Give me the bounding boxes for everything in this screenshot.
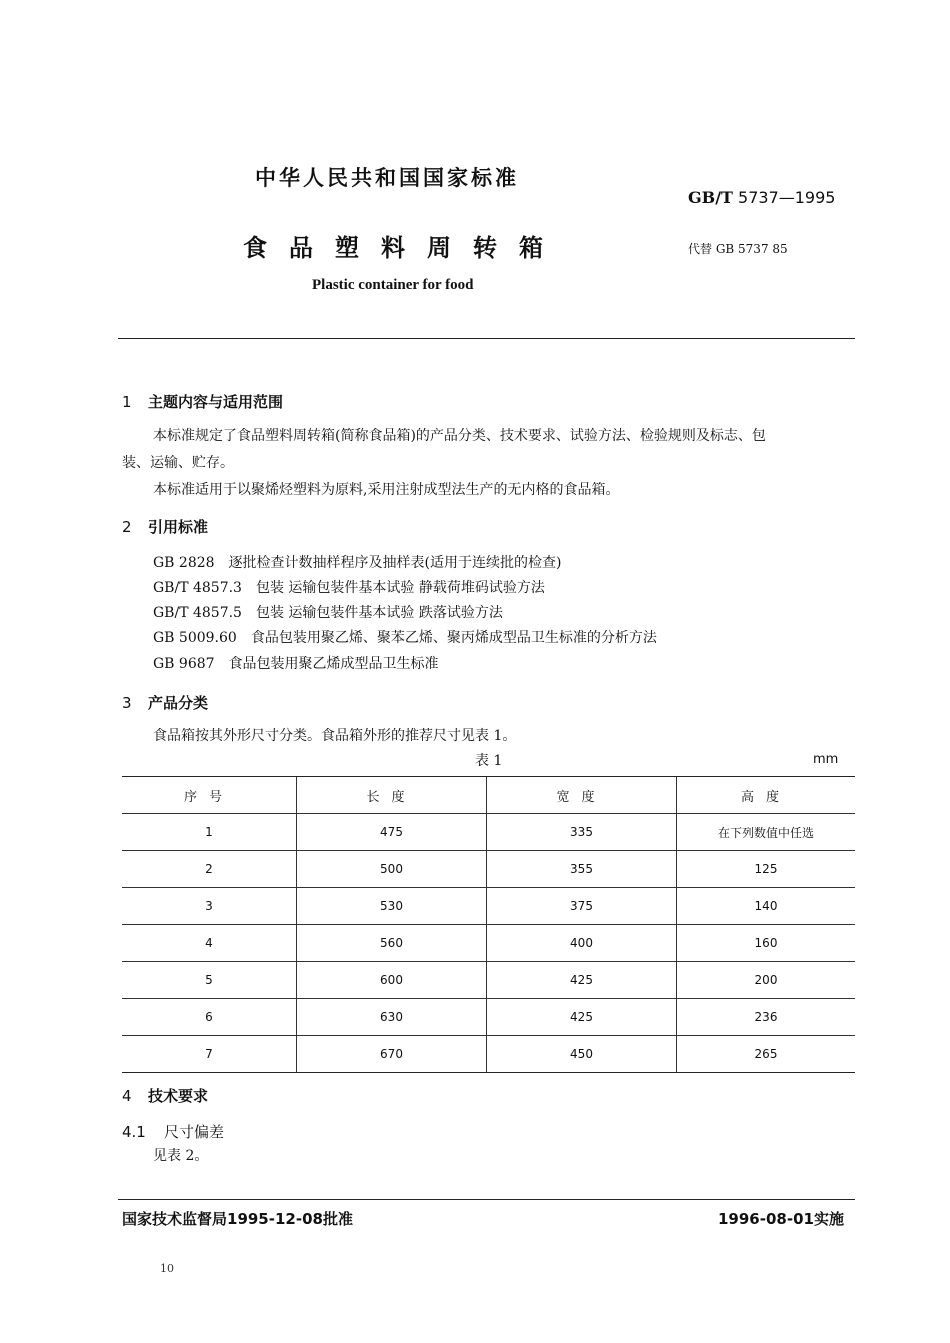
effective-date: 1996-08-01实施: [718, 1210, 844, 1228]
table-caption: 表 1: [475, 753, 503, 769]
table-cell: 400: [487, 925, 677, 962]
table-cell: 425: [487, 999, 677, 1036]
table-cell: 在下列数值中任选: [677, 814, 856, 851]
table-cell: 335: [487, 814, 677, 851]
subsection-4-1-para: 见表 2。: [153, 1148, 209, 1164]
section-title: 产品分类: [148, 694, 209, 712]
dimensions-table: [122, 776, 855, 1073]
reference-code: GB 5009.60: [153, 630, 237, 646]
reference-code: GB/T 4857.3: [153, 580, 242, 596]
section-number: 4: [122, 1087, 132, 1105]
reference-title: 逐批检查计数抽样程序及抽样表(适用于连续批的检查): [228, 555, 562, 571]
table-row: [122, 962, 855, 999]
page-number: 10: [160, 1262, 174, 1275]
subsection-title: 尺寸偏差: [164, 1123, 225, 1141]
section-title: 主题内容与适用范围: [148, 393, 284, 411]
table-cell: 355: [487, 851, 677, 888]
table-cell: 530: [297, 888, 487, 925]
reference-item: [153, 627, 657, 647]
section-4-heading: [122, 1085, 208, 1106]
table-cell: 265: [677, 1036, 856, 1073]
reference-title: 食品包装用聚乙烯成型品卫生标准: [228, 656, 439, 672]
table-cell: 4: [122, 925, 297, 962]
standard-number-value: 5737—1995: [738, 188, 836, 207]
english-title: Plastic container for food: [312, 277, 474, 293]
column-header: 宽度: [487, 777, 677, 814]
section-2-heading: [122, 516, 208, 537]
section-3-para: 食品箱按其外形尺寸分类。食品箱外形的推荐尺寸见表 1。: [153, 728, 517, 744]
reference-code: GB/T 4857.5: [153, 605, 242, 621]
document-title: 食品塑料周转箱: [243, 234, 565, 262]
footer-divider: [118, 1199, 855, 1200]
table-cell: 2: [122, 851, 297, 888]
issuing-authority: 国家技术监督局1995-12-08批准: [122, 1210, 353, 1228]
reference-code: GB 2828: [153, 555, 215, 571]
table-cell: 375: [487, 888, 677, 925]
header-divider: [118, 338, 855, 339]
section-1-para1-line1: 本标准规定了食品塑料周转箱(简称食品箱)的产品分类、技术要求、试验方法、检验规则及标志、包: [153, 428, 766, 444]
table-cell: 500: [297, 851, 487, 888]
column-header: 序号: [122, 777, 297, 814]
subsection-4-1-heading: [122, 1121, 224, 1142]
section-1-para1-line2: 装、运输、贮存。: [122, 455, 234, 471]
reference-item: [153, 602, 503, 622]
section-1-heading: [122, 391, 283, 412]
standard-number: [688, 188, 835, 207]
table-unit: mm: [813, 752, 839, 767]
table-cell: 450: [487, 1036, 677, 1073]
column-header: 长度: [297, 777, 487, 814]
national-standard-heading: 中华人民共和国国家标准: [255, 166, 519, 190]
section-title: 技术要求: [148, 1087, 209, 1105]
reference-title: 包装 运输包装件基本试验 静载荷堆码试验方法: [255, 580, 545, 596]
table-cell: 1: [122, 814, 297, 851]
replaces-standard: 代替 GB 5737 85: [688, 242, 788, 256]
table-cell: 6: [122, 999, 297, 1036]
table-row: [122, 814, 855, 851]
table-cell: 3: [122, 888, 297, 925]
table-cell: 7: [122, 1036, 297, 1073]
table-cell: 600: [297, 962, 487, 999]
table-row: [122, 1036, 855, 1073]
table-cell: 425: [487, 962, 677, 999]
reference-title: 包装 运输包装件基本试验 跌落试验方法: [255, 605, 503, 621]
table-header-row: [122, 777, 855, 814]
section-title: 引用标准: [148, 518, 209, 536]
table-row: [122, 999, 855, 1036]
table-cell: 236: [677, 999, 856, 1036]
section-number: 3: [122, 694, 132, 712]
table-cell: 670: [297, 1036, 487, 1073]
table-cell: 200: [677, 962, 856, 999]
reference-item: [153, 577, 545, 597]
column-header: 高度: [677, 777, 856, 814]
reference-item: [153, 653, 439, 673]
section-number: 1: [122, 393, 132, 411]
table-row: [122, 925, 855, 962]
reference-title: 食品包装用聚乙烯、聚苯乙烯、聚丙烯成型品卫生标准的分析方法: [250, 630, 657, 646]
standard-prefix: GB/T: [688, 188, 733, 207]
section-3-heading: [122, 692, 208, 713]
subsection-number: 4.1: [122, 1123, 146, 1141]
table-cell: 475: [297, 814, 487, 851]
table-cell: 560: [297, 925, 487, 962]
reference-code: GB 9687: [153, 656, 215, 672]
section-1-para2: 本标准适用于以聚烯烃塑料为原料,采用注射成型法生产的无内格的食品箱。: [153, 482, 620, 498]
table-cell: 125: [677, 851, 856, 888]
table-cell: 140: [677, 888, 856, 925]
table-cell: 160: [677, 925, 856, 962]
table-cell: 5: [122, 962, 297, 999]
table-row: [122, 888, 855, 925]
table-row: [122, 851, 855, 888]
table-cell: 630: [297, 999, 487, 1036]
reference-item: [153, 552, 562, 572]
section-number: 2: [122, 518, 132, 536]
